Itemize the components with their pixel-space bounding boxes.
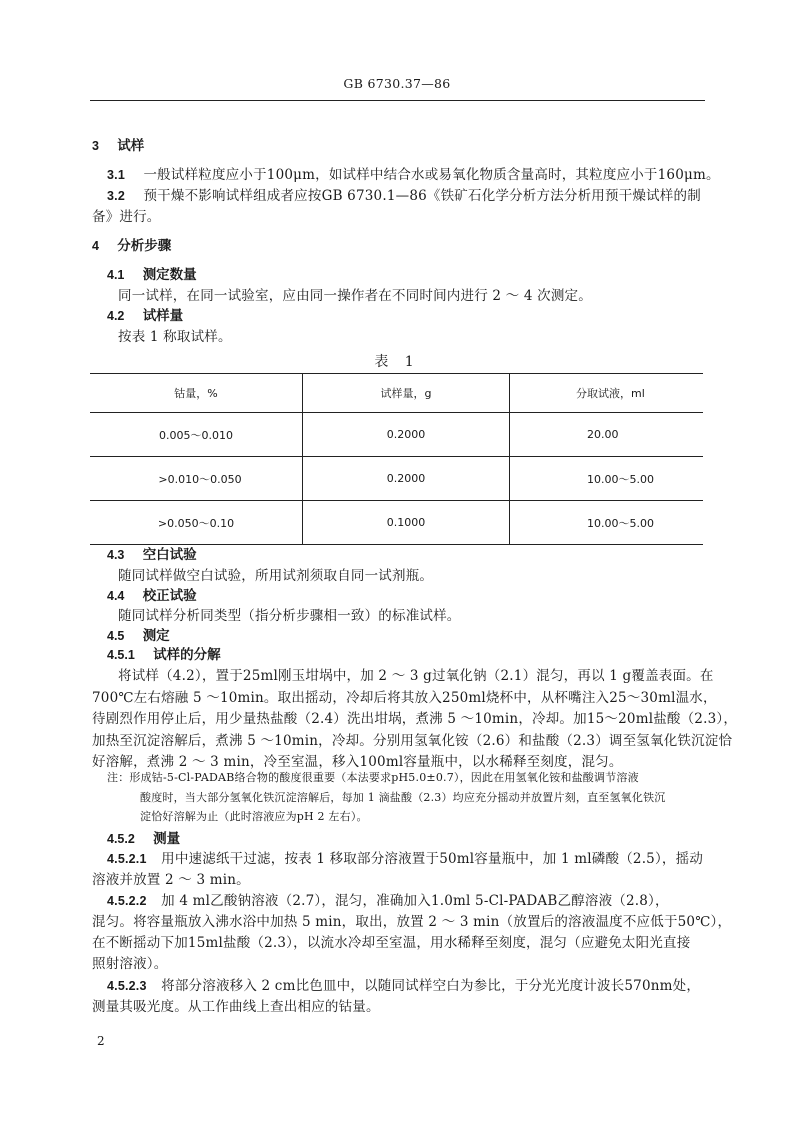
section-4-2-text: 按表 1 称取试样。 (118, 329, 232, 345)
column-header: 试样量，g (303, 374, 510, 413)
standard-code-header: GB 6730.37—86 (343, 76, 451, 91)
section-4-heading (92, 234, 171, 254)
section-3-2 (107, 184, 701, 204)
note-label: 注： (107, 771, 130, 784)
table-cell: 20.00 (587, 428, 619, 441)
section-title: 校正试验 (142, 588, 197, 604)
table-cell: >0.010～0.050 (90, 457, 303, 501)
paragraph-line: 待剧烈作用停止后，用少量热盐酸（2.4）洗出坩埚，煮沸 5 ～10min，冷却。加15～20ml盐酸（2.3）， (92, 711, 738, 727)
section-title: 测量 (153, 831, 181, 847)
table-row (90, 413, 703, 457)
section-title: 分析步骤 (117, 238, 172, 254)
table-cell: 0.1000 (303, 501, 510, 545)
section-number: 4.5.1 (107, 648, 135, 662)
section-title: 空白试验 (142, 547, 197, 563)
section-4-1-text: 同一试样，在同一试验室，应由同一操作者在不同时间内进行 2 ～ 4 次测定。 (118, 288, 592, 304)
section-title: 试样量 (142, 308, 184, 324)
column-header: 钴量，% (90, 374, 303, 413)
section-number: 4.5.2.2 (107, 894, 147, 908)
table-title: 表 1 (374, 354, 420, 370)
paragraph-line: 加热至沉淀溶解后，煮沸 5 ～10min，冷却。分别用氢氧化铵（2.6）和盐酸（2.3）调至氢氧化铁沉淀恰 (92, 733, 733, 749)
section-4-2-heading (107, 304, 183, 324)
section-number: 4.2 (107, 309, 125, 323)
section-number: 3.1 (107, 168, 125, 182)
cobalt-sample-table (90, 373, 703, 545)
section-4-4-heading (107, 584, 197, 604)
paragraph-line: 好溶解，煮沸 2 ～ 3 min，冷至室温，移入100ml容量瓶中，以水稀释至刻度，混匀。 (92, 754, 623, 770)
section-number: 4.3 (107, 548, 125, 562)
paragraph-line: 700℃左右熔融 5 ～10min。取出摇动，冷却后将其放入250ml烧杯中，从杯嘴注入25～30ml温水， (92, 690, 717, 706)
paragraph-text: 将部分溶液移入 2 cm比色皿中，以随同试样空白为参比，于分光光度计波长570nm处， (161, 978, 701, 994)
section-3-heading (92, 134, 144, 154)
paragraph-line: 溶液并放置 2 ～ 3 min。 (92, 872, 250, 888)
paragraph-text: 加 4 ml乙酸钠溶液（2.7），混匀，准确加入1.0ml 5-Cl-PADAB乙醇溶液（2.8）， (161, 893, 669, 909)
paragraph-line: 在不断摇动下加15ml盐酸（2.3），以流水冷却至室温，用水稀释至刻度，混匀（应避免太阳光直接 (92, 935, 691, 951)
section-number: 4.5.2.3 (107, 979, 147, 993)
paragraph-line: 测量其吸光度。从工作曲线上查出相应的钴量。 (92, 999, 380, 1015)
section-4-5-2-heading (107, 827, 180, 847)
section-3-1 (107, 163, 720, 183)
paragraph-line: 混匀。将容量瓶放入沸水浴中加热 5 min，取出，放置 2 ～ 3 min（放置后的溶液温度不应低于50℃）， (92, 914, 732, 930)
section-4-4-text: 随同试样分析同类型（指分析步骤相一致）的标准试样。 (118, 608, 461, 624)
paragraph-text: 预干燥不影响试样组成者应按GB 6730.1—86《铁矿石化学分析方法分析用预干燥试样的制 (143, 188, 701, 204)
note-line: 形成钴-5-Cl-PADAB络合物的酸度很重要（本法要求pH5.0±0.7），因此在用氢氧化铵和盐酸调节溶液 (129, 771, 639, 784)
section-number: 4.1 (107, 268, 125, 282)
section-title: 试样的分解 (153, 647, 221, 663)
table-header-row (90, 374, 703, 413)
section-4-5-2-2 (107, 889, 669, 909)
section-4-3-text: 随同试样做空白试验，所用试剂须取自同一试剂瓶。 (118, 568, 434, 584)
section-4-5-heading (107, 624, 170, 644)
table-cell: 0.2000 (303, 457, 510, 501)
section-title: 试样 (117, 138, 145, 154)
table-row (90, 457, 703, 501)
paragraph-text: 一般试样粒度应小于100μm，如试样中结合水或易氧化物质含量高时，其粒度应小于160μm。 (143, 167, 720, 183)
table-cell: 0.005～0.010 (90, 413, 303, 457)
page-number: 2 (97, 1034, 105, 1048)
section-number: 4.5.2 (107, 832, 135, 846)
table-cell: 0.2000 (303, 413, 510, 457)
paragraph-line: 将试样（4.2），置于25ml刚玉坩埚中，加 2 ～ 3 g过氧化钠（2.1）混匀，再以 1 g覆盖表面。在 (118, 668, 714, 684)
section-title: 测定 (142, 628, 170, 644)
section-number: 3 (92, 139, 99, 153)
section-4-3-heading (107, 543, 197, 563)
section-3-2-continued: 备》进行。 (92, 209, 161, 225)
table-cell: 10.00～5.00 (510, 501, 704, 545)
header-divider (90, 100, 705, 101)
section-4-5-1-heading (107, 643, 221, 663)
section-4-5-2-3 (107, 974, 700, 994)
section-number: 4.4 (107, 589, 125, 603)
note-line: 酸度时，当大部分氢氧化铁沉淀溶解后，每加 1 滴盐酸（2.3）均应充分摇动并放置片刻，直至氢氧化铁沉 (140, 791, 666, 804)
column-header: 分取试液，ml (510, 374, 704, 413)
section-title: 测定数量 (142, 267, 197, 283)
section-number: 4.5 (107, 629, 125, 643)
paragraph-text: 用中速滤纸干过滤，按表 1 移取部分溶液置于50ml容量瓶中，加 1 ml磷酸（2.5），摇动 (161, 851, 704, 867)
table-cell: >0.050～0.10 (90, 501, 303, 545)
table-cell: 10.00～5.00 (510, 457, 704, 501)
section-number: 3.2 (107, 189, 125, 203)
note (107, 769, 639, 785)
section-number: 4.5.2.1 (107, 852, 147, 866)
section-4-1-heading (107, 263, 197, 283)
paragraph-line: 照射溶液）。 (92, 956, 168, 972)
note-line: 淀恰好溶解为止（此时溶液应为pH 2 左右）。 (140, 810, 368, 823)
section-4-5-2-1 (107, 847, 703, 867)
table-row (90, 501, 703, 545)
section-number: 4 (92, 239, 99, 253)
